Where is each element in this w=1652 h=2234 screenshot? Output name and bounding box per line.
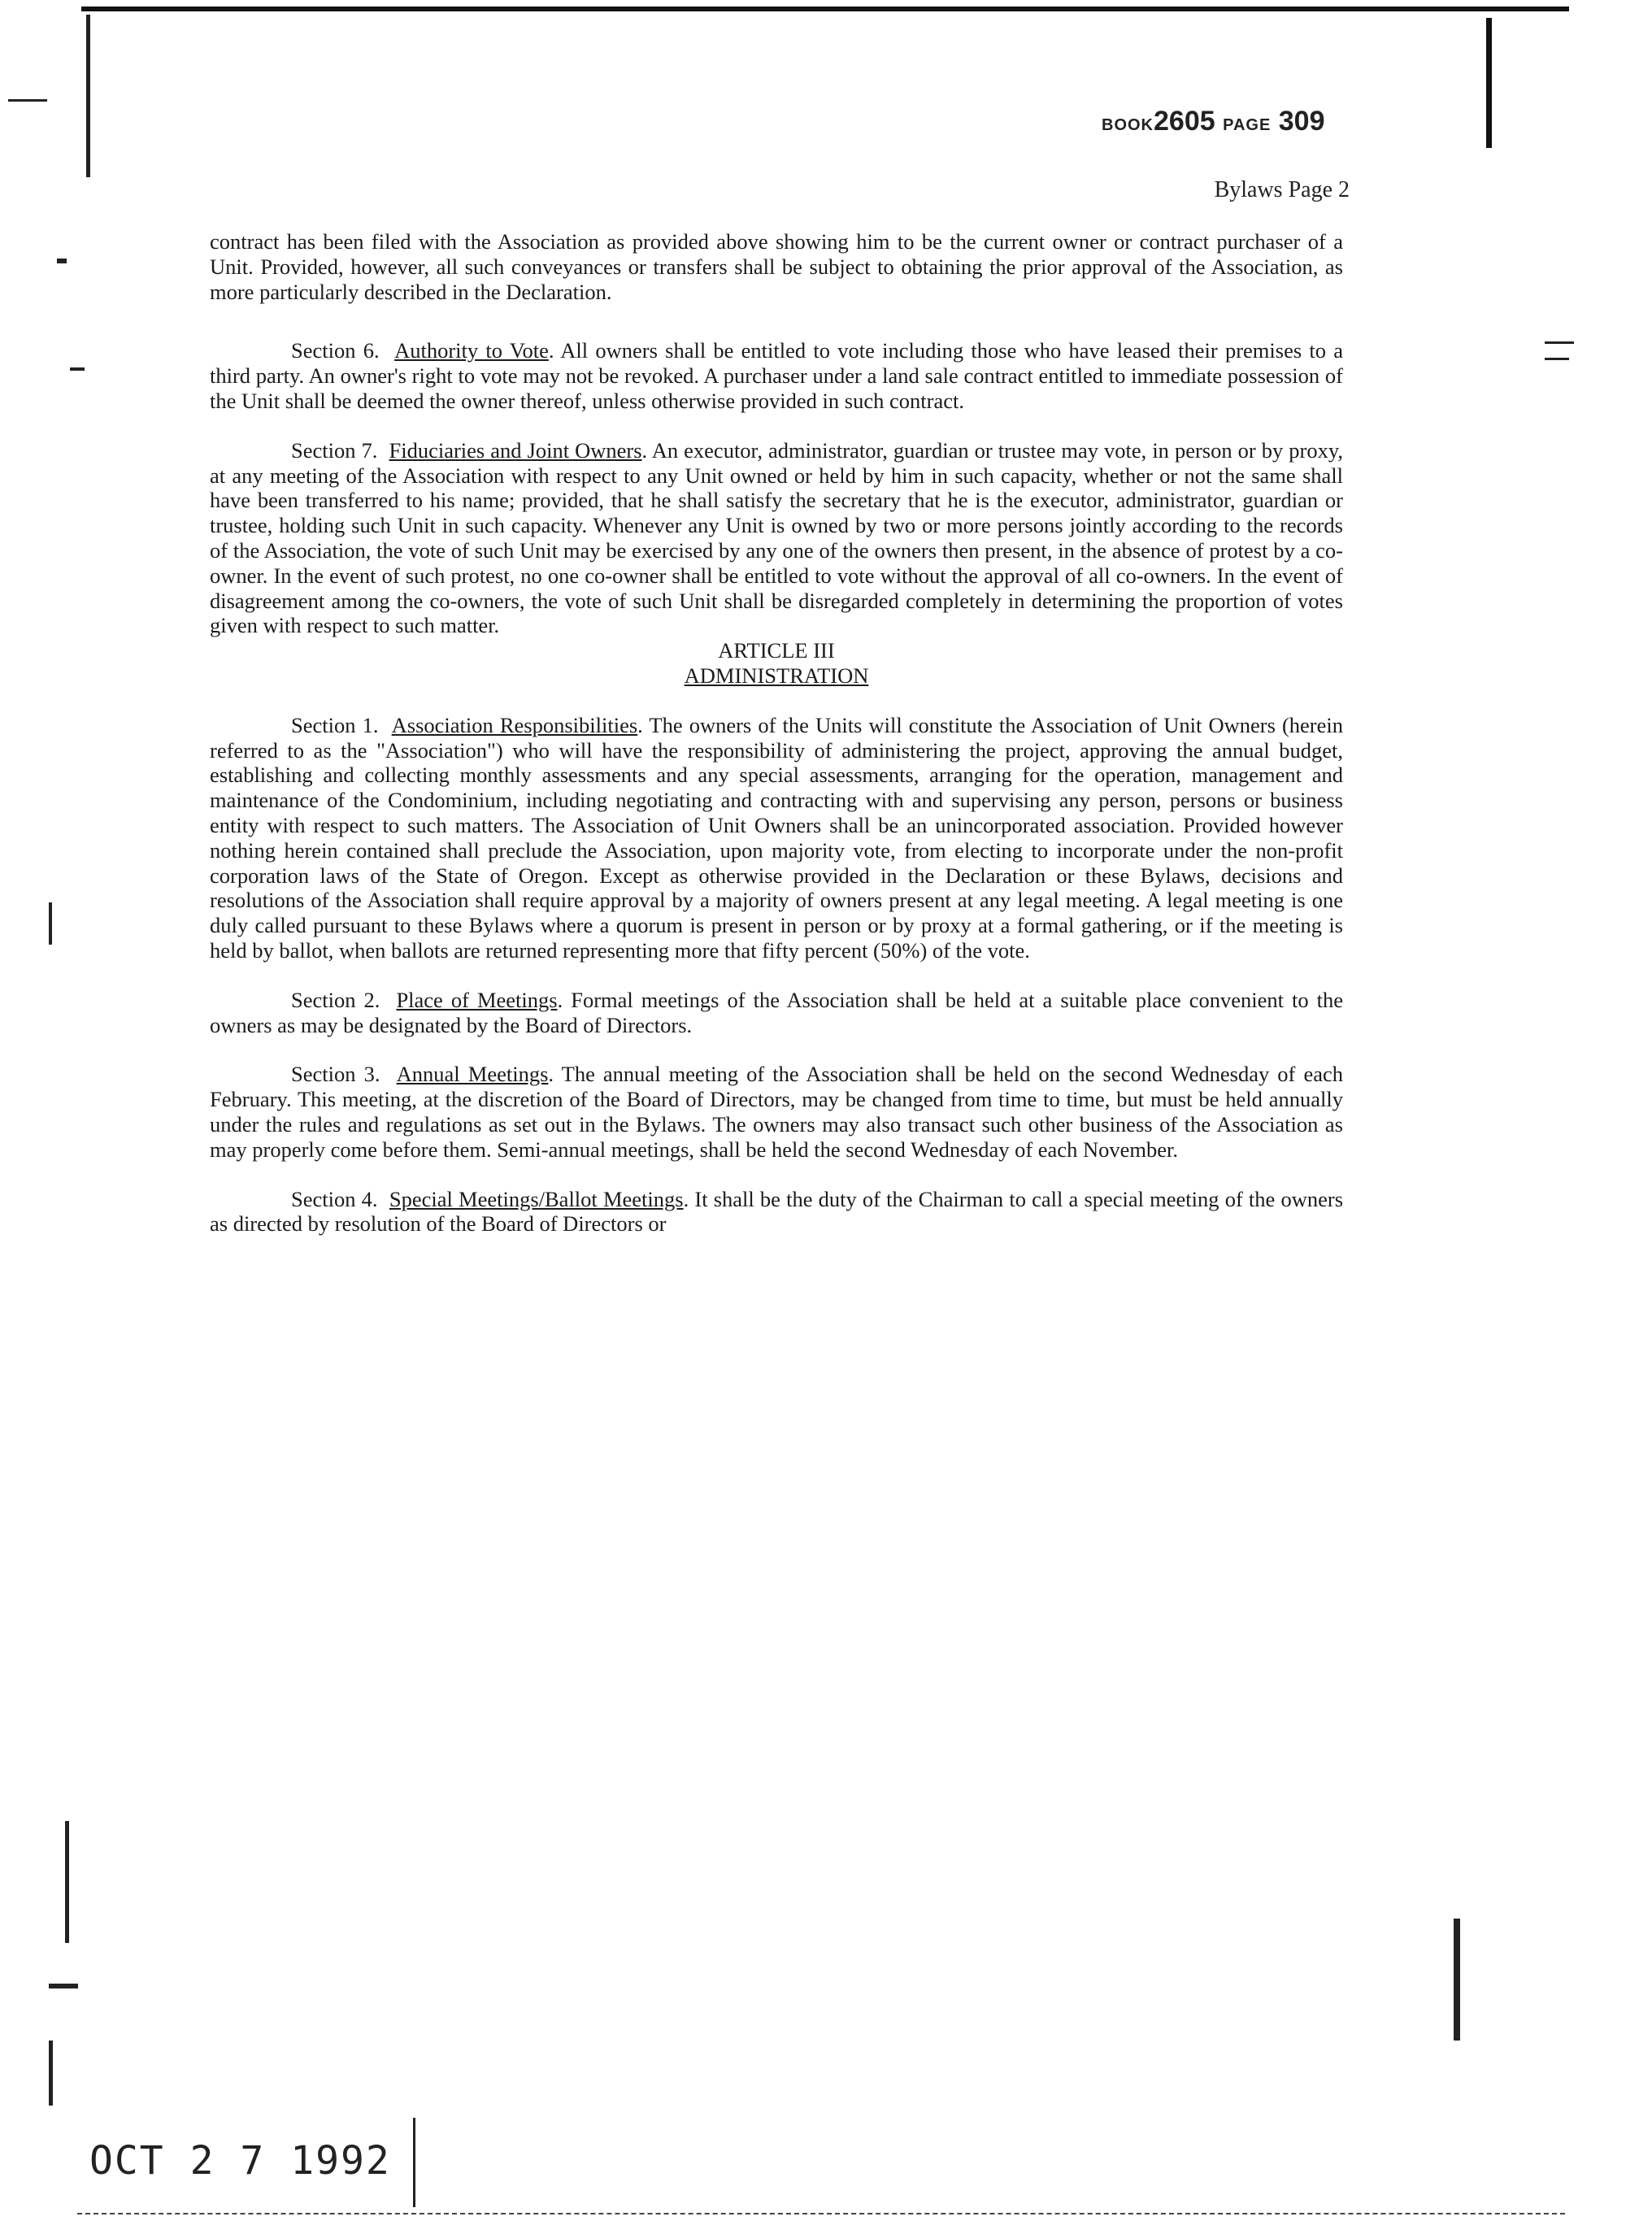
- section-lead: Section 7.: [291, 437, 378, 463]
- recording-date-stamp: OCT 2 7 1992: [89, 2138, 391, 2184]
- article-3-section-2: [210, 988, 1343, 1038]
- book-number: 2605: [1154, 106, 1215, 137]
- section-lead: Section 3.: [291, 1062, 380, 1087]
- scan-mark: [8, 99, 47, 102]
- section-lead: Section 4.: [291, 1186, 378, 1211]
- article-heading: ARTICLE III: [718, 638, 835, 663]
- article-3-section-3: [210, 1062, 1343, 1162]
- scan-mark: [49, 2041, 53, 2106]
- section-lead: Section 6.: [291, 338, 380, 363]
- section-lead: Section 2.: [291, 987, 380, 1012]
- scan-mark: [49, 1984, 78, 1988]
- scan-mark: [49, 902, 52, 945]
- section-6: [210, 338, 1343, 413]
- body-text: [210, 229, 1343, 1237]
- section-7: [210, 438, 1343, 638]
- scan-mark: [70, 367, 85, 371]
- book-page-reference: [1102, 106, 1337, 137]
- section-title: Place of Meetings: [396, 987, 558, 1012]
- book-label: BOOK: [1102, 116, 1154, 134]
- paragraph-continued: contract has been filed with the Association as provided above showing him to be the current owner or contract purchaser of a Unit. Provided, however, all such conveyances or transfers shall be subject to obtaining the prior approval of the Association, as more particularly described in the Declaration.: [210, 229, 1343, 304]
- stamp-divider: [413, 2118, 415, 2207]
- section-lead: Section 1.: [291, 712, 379, 737]
- section-text: . It shall be the duty of the Chairman to call a special meeting of the owners as directed by resolution of the Board of Directors or: [210, 1186, 1344, 1237]
- scan-top-border: [81, 7, 1569, 11]
- section-title: Annual Meetings: [396, 1062, 549, 1087]
- section-title: Fiduciaries and Joint Owners: [389, 437, 642, 463]
- scan-mark: [1545, 358, 1569, 360]
- scan-bottom-border: [77, 2213, 1565, 2216]
- section-title: Association Responsibilities: [391, 712, 638, 737]
- scan-mark: [1454, 1919, 1460, 2041]
- page-label-small: PAGE: [1223, 116, 1272, 134]
- section-text: . The owners of the Units will constitute the Association of Unit Owners (herein referred to as the "Association") who will have the responsibility of administering the project, approving the annual budget, establishing and collecting monthly assessments and any special assessments, arranging for the operation, management and maintenance of the Condominium, including negotiating and contracting with and supervising any person, persons or business entity with respect to such matters. The Association of Unit Owners shall be an unincorporated association. Provided however nothing herein contained shall preclude the Association, upon majority vote, from electing to incorporate under the non-profit corporation laws of the State of Oregon. Except as otherwise provided in the Declaration or these Bylaws, decisions and resolutions of the Association shall require approval by a majority of owners present at any legal meeting. A legal meeting is one duly called pursuant to these Bylaws where a quorum is present in person or by proxy at a formal gathering, or if the meeting is held by ballot, when ballots are returned representing more that fifty percent (50%) of the vote.: [210, 712, 1344, 963]
- document-page-label: Bylaws Page 2: [1214, 177, 1350, 202]
- section-text: . The annual meeting of the Association shall be held on the second Wednesday of each February. This meeting, at the discretion of the Board of Directors, may be changed from time to time, but must be held annually under the rules and regulations as set out in the Bylaws. The owners may also transact such other business of the Association as may properly come before them. Semi-annual meetings, shall be held the second Wednesday of each November.: [210, 1062, 1343, 1162]
- section-title: Special Meetings/Ballot Meetings: [389, 1186, 684, 1211]
- article-3-section-1: [210, 713, 1343, 963]
- scan-right-bar: [1486, 18, 1492, 148]
- article-3-section-4: [210, 1187, 1343, 1237]
- scan-mark: [1545, 341, 1574, 344]
- scan-mark: [57, 259, 67, 263]
- section-text: . All owners shall be entitled to vote including those who have leased their premises to a third party. An owner's right to vote may not be revoked. A purchaser under a land sale contract entitled to immediate possession of the Unit shall be deemed the owner thereof, unless otherwise provided in such contract.: [210, 338, 1344, 413]
- section-text: . An executor, administrator, guardian or trustee may vote, in person or by proxy, at any meeting of the Association with respect to any Unit owned or held by him in such capacity, whether or not the same shall have been transferred to his name; provided, that he shall satisfy the secretary that he is the executor, administrator, guardian or trustee, holding such Unit in such capacity. Whenever any Unit is owned by two or more persons jointly according to the records of the Association, the vote of such Unit may be exercised by any one of the owners then present, in the absence of protest by a co-owner. In the event of such protest, no one co-owner shall be entitled to vote without the approval of all co-owners. In the event of disagreement among the co-owners, the vote of such Unit shall be disregarded completely in determining the proportion of votes given with respect to such matter.: [210, 437, 1344, 638]
- section-text: . Formal meetings of the Association shall be held at a suitable place convenient to the owners as may be designated by the Board of Directors.: [210, 987, 1343, 1037]
- scan-mark: [86, 15, 90, 177]
- section-title: Authority to Vote: [394, 338, 549, 363]
- article-title: ADMINISTRATION: [684, 663, 869, 688]
- page-number: 309: [1278, 106, 1325, 137]
- scan-mark: [65, 1821, 69, 1943]
